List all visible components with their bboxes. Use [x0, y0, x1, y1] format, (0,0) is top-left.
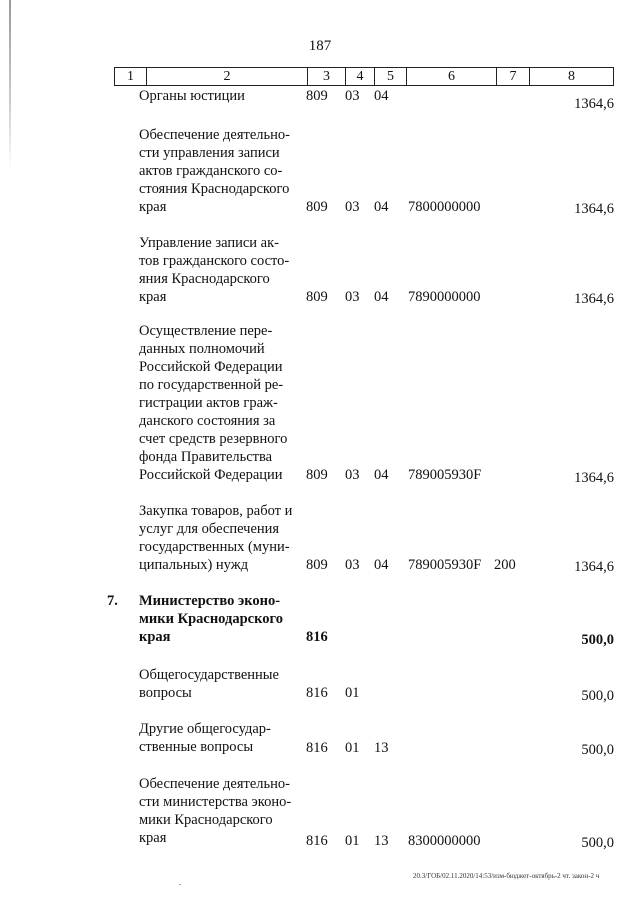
footer-document-code: 20.3/ГОБ/02.11.2020/14:53/изм-бюджет-октябрь-2 чт. закон-2 ч [413, 872, 600, 880]
name-line: Обеспечение деятельно- [139, 776, 290, 792]
col4-value: 03 [345, 199, 360, 215]
row-name [139, 502, 302, 574]
name-line: вопросы [139, 685, 192, 701]
amount-value: 500,0 [581, 688, 614, 704]
amount-value: 1364,6 [574, 291, 614, 307]
col6-value: 789005930F [408, 557, 482, 573]
col3-value: 816 [306, 740, 328, 756]
name-line: Российской Федерации [139, 359, 283, 375]
col6-value: 789005930F [408, 467, 482, 483]
name-line: Управление записи ак- [139, 235, 279, 251]
col5-value: 04 [374, 289, 389, 305]
col3-value: 816 [306, 685, 328, 701]
col6-value: 7800000000 [408, 199, 481, 215]
amount-value: 500,0 [581, 835, 614, 851]
section-number: 7. [107, 593, 118, 609]
col3-value: 816 [306, 833, 328, 849]
col4-value: 01 [345, 833, 360, 849]
name-line: актов гражданского со- [139, 163, 283, 179]
header-col-8: 8 [529, 68, 613, 85]
col5-value: 04 [374, 467, 389, 483]
amount-value: 1364,6 [574, 96, 614, 112]
name-line: Российской Федерации [139, 467, 283, 483]
col4-value: 03 [345, 467, 360, 483]
name-line: стояния Краснодарского [139, 181, 290, 197]
name-line: Министерство эконо- [139, 593, 281, 609]
row-name [139, 322, 302, 484]
col5-value: 04 [374, 88, 389, 104]
name-line: услуг для обеспечения [139, 521, 280, 537]
col4-value: 01 [345, 685, 360, 701]
header-col-7: 7 [496, 68, 529, 85]
row-name [139, 126, 302, 216]
name-line: данных полномочий [139, 341, 265, 357]
name-line: ципальных) нужд [139, 557, 249, 573]
col4-value: 01 [345, 740, 360, 756]
amount-value: 1364,6 [574, 201, 614, 217]
col3-value: 809 [306, 88, 328, 104]
name-line: Закупка товаров, работ и [139, 503, 293, 519]
name-line: тов гражданского состо- [139, 253, 290, 269]
row-name [139, 775, 302, 847]
name-line: ственные вопросы [139, 739, 254, 755]
row-name [139, 666, 302, 702]
name-line: края [139, 199, 167, 215]
col6-value: 7890000000 [408, 289, 481, 305]
col5-value: 13 [374, 740, 389, 756]
name-line: государственных (муни- [139, 539, 290, 555]
name-line: Обеспечение деятельно- [139, 127, 290, 143]
col5-value: 04 [374, 199, 389, 215]
header-col-6: 6 [406, 68, 496, 85]
header-col-4: 4 [345, 68, 374, 85]
name-line: Осуществление пере- [139, 323, 273, 339]
col4-value: 03 [345, 557, 360, 573]
name-line: Другие общегосудар- [139, 721, 271, 737]
name-line: гистрации актов граж- [139, 395, 278, 411]
name-line: по государственной ре- [139, 377, 284, 393]
col3-value: 809 [306, 467, 328, 483]
col7-value: 200 [494, 557, 516, 573]
scan-speck [179, 884, 181, 885]
row-name [139, 234, 302, 306]
col6-value: 8300000000 [408, 833, 481, 849]
col3-value: 809 [306, 289, 328, 305]
name-line: края [139, 830, 167, 846]
name-line: фонда Правительства [139, 449, 273, 465]
name-line: мики Краснодарского [139, 812, 273, 828]
name-line: края [139, 289, 167, 305]
col4-value: 03 [345, 88, 360, 104]
row-name [139, 720, 302, 756]
col5-value: 13 [374, 833, 389, 849]
name-line: яния Краснодарского [139, 271, 270, 287]
col4-value: 03 [345, 289, 360, 305]
amount-value: 1364,6 [574, 470, 614, 486]
name-line: края [139, 629, 171, 645]
col3-value: 809 [306, 199, 328, 215]
header-col-1: 1 [127, 69, 134, 84]
amount-value: 1364,6 [574, 559, 614, 575]
table-header [114, 67, 614, 86]
row-name [139, 592, 302, 646]
scan-edge-mark [9, 0, 11, 170]
col3-value: 809 [306, 557, 328, 573]
name-line: Органы юстиции [139, 88, 245, 104]
name-line: данского состояния за [139, 413, 276, 429]
name-line: мики Краснодарского [139, 611, 283, 627]
amount-value: 500,0 [581, 632, 614, 648]
page-number: 187 [308, 38, 332, 54]
col3-value: 816 [306, 629, 328, 645]
header-col-5: 5 [374, 68, 406, 85]
name-line: сти министерства эконо- [139, 794, 292, 810]
header-col-2: 2 [146, 68, 307, 85]
header-col-3: 3 [307, 68, 345, 85]
name-line: счет средств резервного [139, 431, 288, 447]
row-name [139, 87, 302, 105]
name-line: Общегосударственные [139, 667, 279, 683]
col5-value: 04 [374, 557, 389, 573]
amount-value: 500,0 [581, 742, 614, 758]
name-line: сти управления записи [139, 145, 280, 161]
